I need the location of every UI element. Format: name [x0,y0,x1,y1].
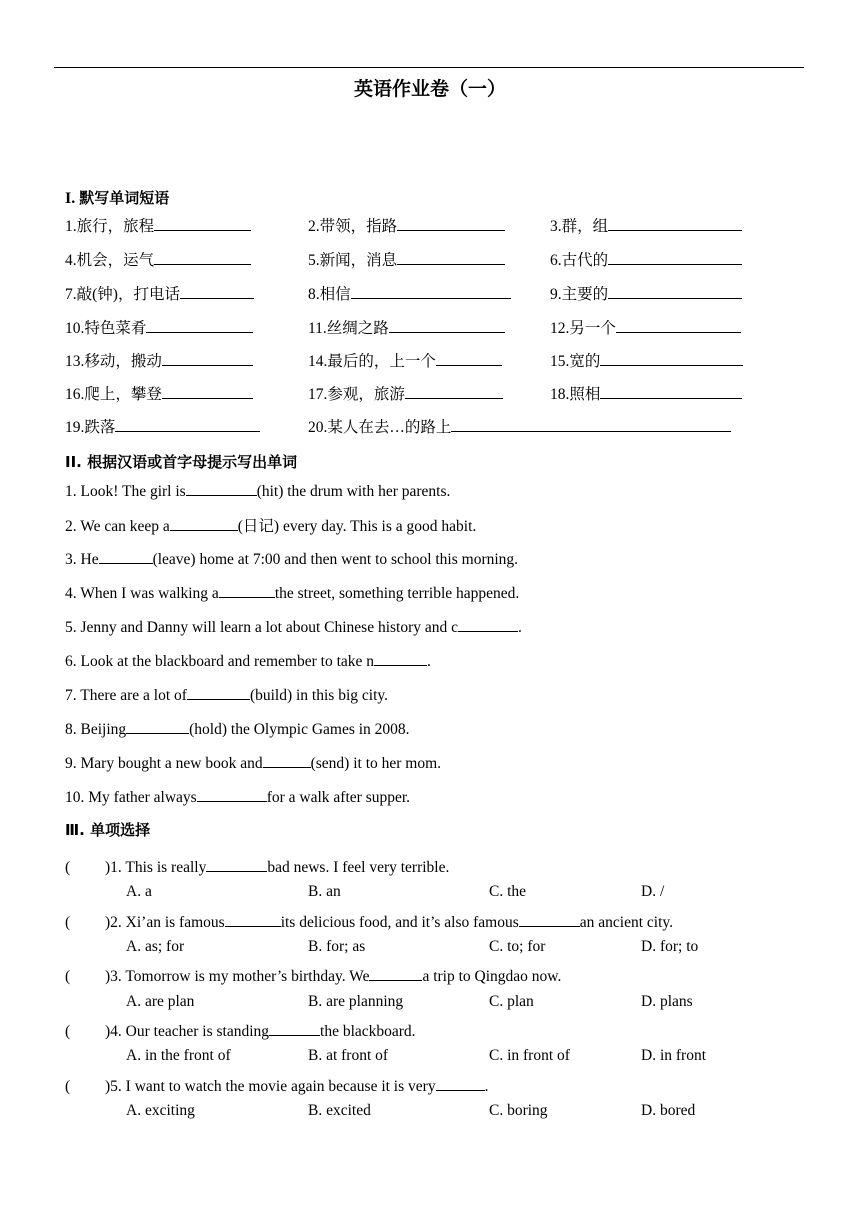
sentence-6 [65,650,431,671]
sentence-10 [65,786,410,807]
answer-blank[interactable] [180,283,254,299]
sentence-1 [65,480,450,501]
sentence-7 [65,684,388,705]
sentence-4 [65,582,519,603]
answer-paren-open[interactable]: ( [65,968,71,985]
vocab-item-14 [308,349,502,371]
question-text: 1. This is really [110,859,207,876]
vocab-label: 3.群，组 [550,218,609,235]
page-title: 英语作业卷（一） [353,78,506,100]
vocab-item-2 [308,214,505,236]
answer-blank[interactable] [608,215,742,231]
vocab-item-5 [308,248,505,270]
option-c[interactable]: C. boring [489,1102,548,1119]
option-a[interactable]: A. are plan [126,993,195,1010]
question-text: 2. Xi’an is famous [110,914,225,931]
option-d[interactable]: D. for; to [641,938,699,955]
sentence-text: 3. He [65,551,99,568]
sentence-3 [65,548,518,569]
answer-blank[interactable] [219,582,275,598]
vocab-label: 12.另一个 [550,320,616,337]
option-d[interactable]: D. plans [641,993,693,1010]
answer-blank[interactable] [187,684,250,700]
sentence-text: (leave) home at 7:00 and then went to school this morning. [152,551,519,568]
option-c[interactable]: C. the [489,883,527,900]
vocab-label: 13.移动，搬动 [65,353,162,370]
answer-blank[interactable] [397,215,505,231]
sentence-text: 5. Jenny and Danny will learn a lot about Chinese history and c [65,619,459,636]
mc-question-5 [65,1075,488,1096]
answer-blank[interactable] [616,317,741,333]
vocab-item-8 [308,282,511,304]
answer-paren-close: ) [105,859,111,876]
sentence-text: (send) it to her mom. [310,755,442,772]
sentence-text: 1. Look! The girl is [65,483,186,500]
vocab-label: 15.宽的 [550,353,601,370]
answer-blank [369,965,422,981]
option-b[interactable]: B. an [308,883,341,900]
section3-title: Ⅲ. 单项选择 [65,821,151,839]
answer-blank[interactable] [405,383,503,399]
option-d[interactable]: D. / [641,883,665,900]
vocab-label: 10.特色菜肴 [65,320,147,337]
answer-blank[interactable] [126,718,189,734]
answer-blank [519,911,580,927]
answer-paren-open[interactable]: ( [65,1023,71,1040]
section1-title: 默写单词短语 [79,189,170,207]
answer-blank[interactable] [389,317,505,333]
question-text: 4. Our teacher is standing [110,1023,270,1040]
answer-blank[interactable] [154,249,251,265]
vocab-item-11 [308,316,505,338]
sentence-text: (hold) the Olympic Games in 2008. [189,721,410,738]
answer-blank[interactable] [351,283,511,299]
option-a[interactable]: A. as; for [126,938,185,955]
answer-blank[interactable] [608,249,742,265]
vocab-label: 5.新闻，消息 [308,252,398,269]
answer-blank[interactable] [154,215,251,231]
mc-question-3 [65,965,561,986]
answer-blank[interactable] [374,650,427,666]
vocab-label: 18.照相 [550,386,601,403]
answer-blank[interactable] [162,383,253,399]
option-b[interactable]: B. excited [308,1102,371,1119]
vocab-item-16 [65,382,253,404]
vocab-item-6 [550,248,742,270]
answer-blank [225,911,281,927]
vocab-label: 17.参观，旅游 [308,386,405,403]
option-b[interactable]: B. for; as [308,938,366,955]
vocab-label: 2.带领，指路 [308,218,398,235]
option-b[interactable]: B. are planning [308,993,404,1010]
vocab-item-1 [65,214,251,236]
answer-blank[interactable] [115,416,260,432]
section2-title: II. 根据汉语或首字母提示写出单词 [65,453,298,471]
sentence-text: (hit) the drum with her parents. [256,483,451,500]
vocab-item-12 [550,316,741,338]
vocab-item-4 [65,248,251,270]
vocab-item-7 [65,282,254,304]
option-b[interactable]: B. at front of [308,1047,389,1064]
mc-question-1 [65,856,449,877]
vocab-item-13 [65,349,253,371]
answer-paren-close: ) [105,1078,111,1095]
sentence-text: . [518,619,522,636]
sentence-text: the street, something terrible happened. [274,585,520,602]
option-c[interactable]: C. in front of [489,1047,570,1064]
question-text: an ancient city. [579,914,674,931]
answer-blank[interactable] [451,416,731,432]
sentence-text: for a walk after supper. [266,789,411,806]
option-c[interactable]: C. to; for [489,938,546,955]
vocab-item-20 [308,415,731,437]
section2-heading [65,451,297,472]
answer-paren-open[interactable]: ( [65,914,71,931]
option-c[interactable]: C. plan [489,993,534,1010]
option-a[interactable]: A. in the front of [126,1047,231,1064]
option-d[interactable]: D. bored [641,1102,696,1119]
vocab-label: 9.主要的 [550,286,609,303]
vocab-item-10 [65,316,253,338]
answer-blank[interactable] [600,383,742,399]
vocab-label: 11.丝绸之路 [308,320,389,337]
answer-paren-open[interactable]: ( [65,1078,71,1095]
answer-blank[interactable] [600,350,743,366]
question-text: 3. Tomorrow is my mother’s birthday. We [110,968,370,985]
vocab-item-15 [550,349,743,371]
mc-question-4 [65,1020,416,1041]
question-text: the blackboard. [320,1023,416,1040]
vocab-item-18 [550,382,742,404]
vocab-label: 6.古代的 [550,252,609,269]
sentence-text: 9. Mary bought a new book and [65,755,263,772]
vocab-label: 14.最后的，上一个 [308,353,436,370]
question-text: a trip to Qingdao now. [422,968,562,985]
question-text: its delicious food, and it’s also famous [280,914,519,931]
sentence-text: 2. We can keep a [65,518,170,535]
option-a[interactable]: A. exciting [126,1102,195,1119]
answer-blank[interactable] [186,480,257,496]
vocab-item-9 [550,282,742,304]
section1-heading [65,187,169,208]
vocab-label: 19.跌落 [65,419,116,436]
header-rule [54,67,804,68]
answer-blank[interactable] [608,283,742,299]
section3-heading [65,819,150,840]
answer-paren-close: ) [105,914,111,931]
answer-blank[interactable] [146,317,253,333]
vocab-label: 7.敲(钟)，打电话 [65,286,180,303]
vocab-label: 1.旅行，旅程 [65,218,155,235]
sentence-text: (build) in this big city. [249,687,388,704]
sentence-text: . [427,653,431,670]
vocab-label: 20.某人在去…的路上 [308,419,452,436]
sentence-2 [65,514,476,536]
answer-blank [206,856,267,872]
sentence-5 [65,616,522,637]
answer-paren-open[interactable]: ( [65,859,71,876]
vocab-label: 4.机会，运气 [65,252,155,269]
answer-blank[interactable] [436,350,502,366]
answer-blank [436,1075,485,1091]
sentence-text: 4. When I was walking a [65,585,219,602]
answer-blank[interactable] [162,350,253,366]
vocab-label: 8.相信 [308,286,351,303]
answer-blank[interactable] [170,515,238,531]
vocab-item-3 [550,214,742,236]
answer-blank [269,1020,320,1036]
answer-blank[interactable] [99,548,153,564]
vocab-item-19 [65,415,260,437]
vocab-label: 16.爬上，攀登 [65,386,162,403]
answer-blank[interactable] [397,249,505,265]
section1-number: I. [65,190,76,207]
answer-blank[interactable] [197,786,267,802]
sentence-text: 6. Look at the blackboard and remember to take n [65,653,375,670]
answer-blank[interactable] [458,616,518,632]
answer-paren-close: ) [105,1023,111,1040]
answer-paren-close: ) [105,968,111,985]
option-a[interactable]: A. a [126,883,152,900]
sentence-9 [65,752,441,773]
vocab-item-17 [308,382,503,404]
sentence-8 [65,718,410,739]
sentence-text: 10. My father always [65,789,197,806]
question-text: 5. I want to watch the movie again because it is very [110,1078,436,1095]
sentence-text: 8. Beijing [65,721,127,738]
answer-blank[interactable] [263,752,311,768]
question-text: bad news. I feel very terrible. [267,859,450,876]
mc-question-2 [65,911,673,932]
sentence-text: 7. There are a lot of [65,687,187,704]
option-d[interactable]: D. in front [641,1047,707,1064]
sentence-text: (日记) every day. This is a good habit. [237,518,477,535]
question-text: . [484,1078,489,1095]
